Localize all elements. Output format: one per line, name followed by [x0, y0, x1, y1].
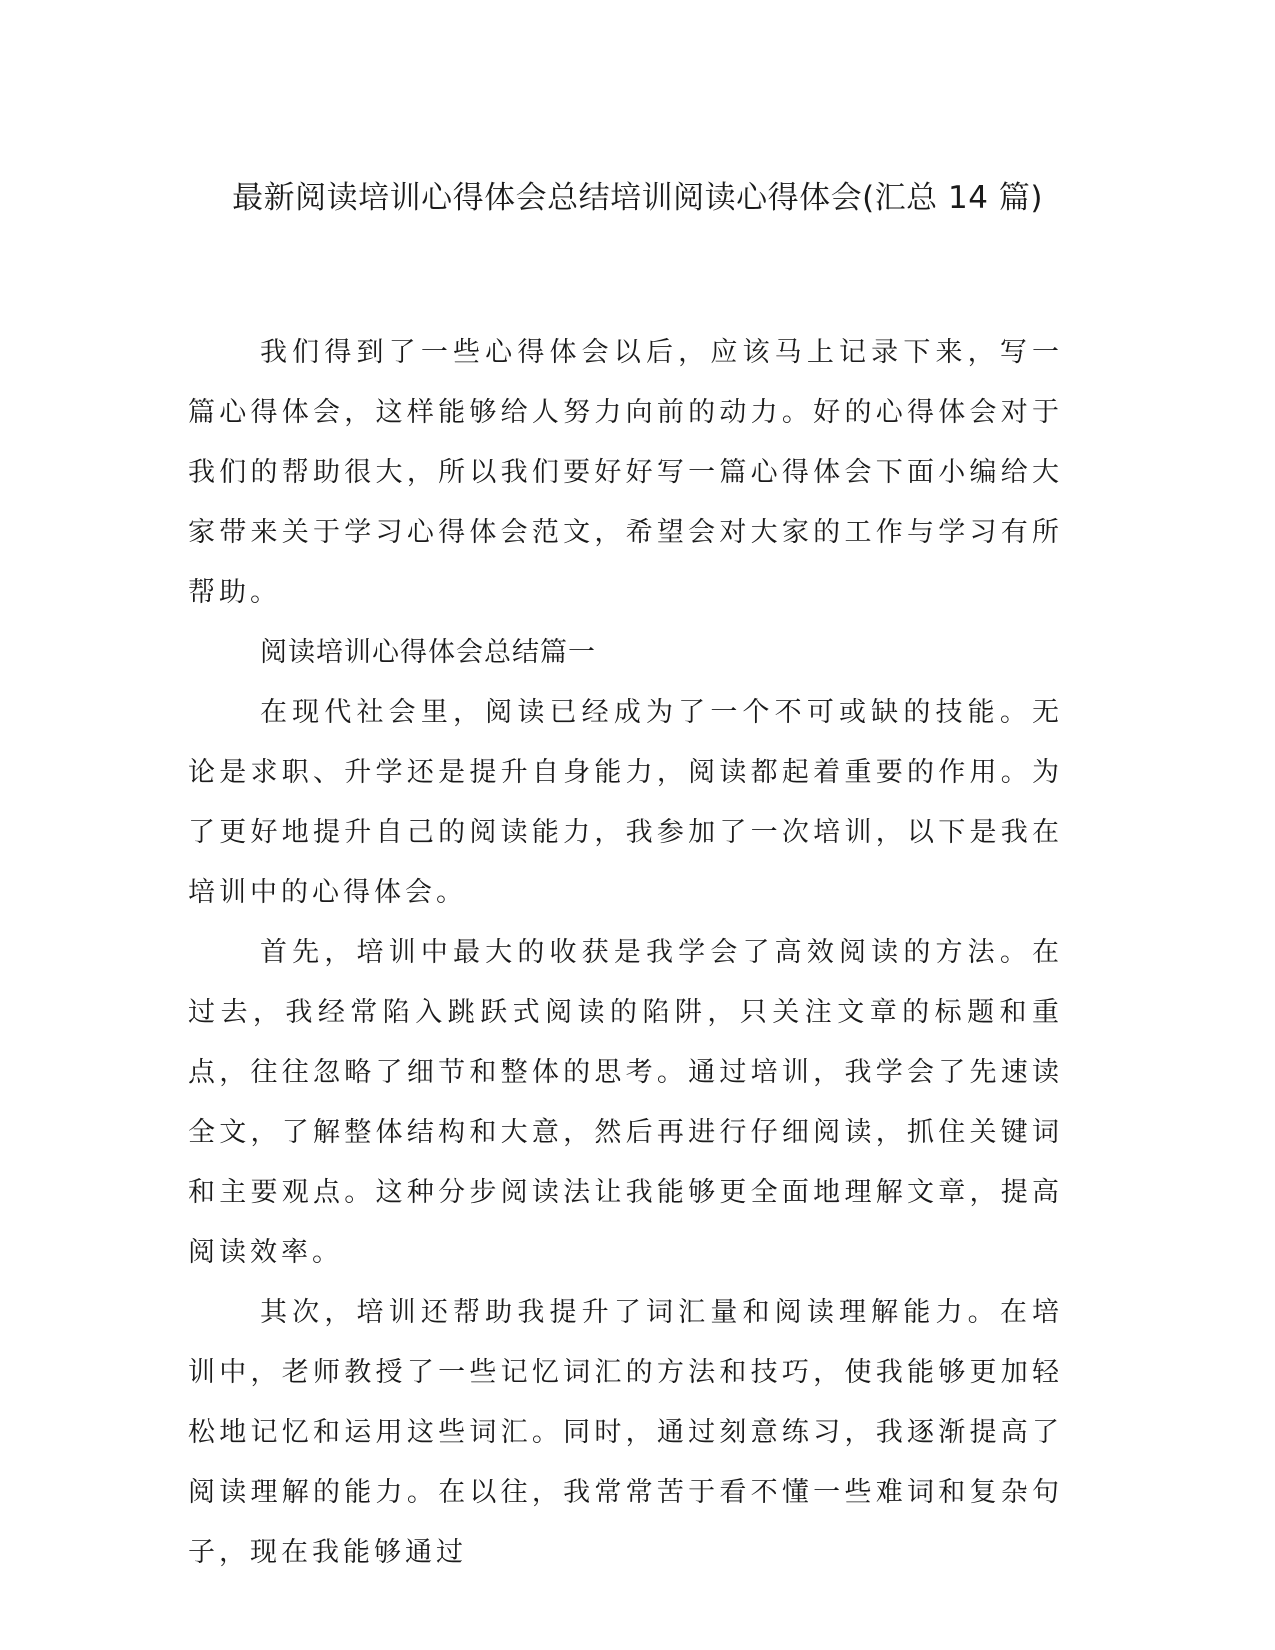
document-title: 最新阅读培训心得体会总结培训阅读心得体会(汇总 14 篇) [232, 180, 1043, 216]
section-heading: 阅读培训心得体会总结篇一 [260, 637, 596, 668]
document-body [188, 323, 1063, 1583]
body-paragraph-1: 在现代社会里，阅读已经成为了一个不可或缺的技能。无论是求职、升学还是提升自身能力，阅读都起着重要的作用。为了更好地提升自己的阅读能力，我参加了一次培训，以下是我在培训中的心得体会。 [188, 697, 1063, 908]
body-paragraph-2: 首先，培训中最大的收获是我学会了高效阅读的方法。在过去，我经常陷入跳跃式阅读的陷阱，只关注文章的标题和重点，往往忽略了细节和整体的思考。通过培训，我学会了先速读全文，了解整体结构和大意，然后再进行仔细阅读，抓住关键词和主要观点。这种分步阅读法让我能够更全面地理解文章，提高阅读效率。 [188, 937, 1063, 1268]
body-paragraph-3: 其次，培训还帮助我提升了词汇量和阅读理解能力。在培训中，老师教授了一些记忆词汇的方法和技巧，使我能够更加轻松地记忆和运用这些词汇。同时，通过刻意练习，我逐渐提高了阅读理解的能力。在以往，我常常苦于看不懂一些难词和复杂句子，现在我能够通过 [188, 1297, 1063, 1568]
intro-paragraph: 我们得到了一些心得体会以后，应该马上记录下来，写一篇心得体会，这样能够给人努力向前的动力。好的心得体会对于我们的帮助很大，所以我们要好好写一篇心得体会下面小编给大家带来关于学习心得体会范文，希望会对大家的工作与学习有所帮助。 [188, 337, 1063, 608]
